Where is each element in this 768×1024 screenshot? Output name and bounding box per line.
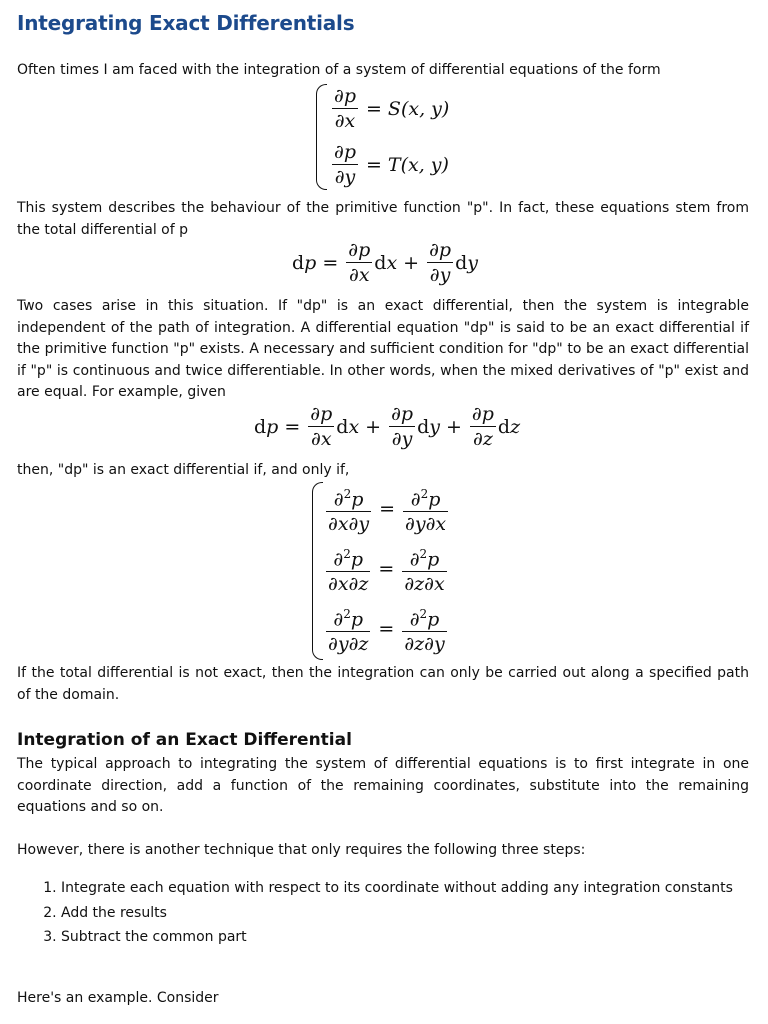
equation-dp-dy: $\frac{\partial p}{\partial y}$ = T(x, y) bbox=[334, 141, 449, 188]
list-item: 3. Subtract the common part bbox=[61, 927, 768, 949]
section-title: Integration of an Exact Differential bbox=[17, 730, 352, 750]
total-differential-3d: dp = $\frac{\partial p}{\partial x}$ dx + $\frac{\partial p}{\partial y}$ dy + $\frac{\partial p}{\partial z}$ dz bbox=[254, 403, 521, 450]
equation-xz: $\frac{\partial^2p}{\partial x\partial z}$ = $\frac{\partial^2p}{\partial z\partial x}$ bbox=[328, 547, 445, 596]
then-paragraph: then, "dp" is an exact differential if, and only if, bbox=[17, 462, 350, 478]
steps-list bbox=[17, 878, 768, 952]
example-paragraph: Here's an example. Consider bbox=[17, 990, 219, 1006]
however-paragraph: However, there is another technique that only requires the following three steps: bbox=[17, 842, 586, 858]
intro-paragraph: Often times I am faced with the integration of a system of differential equations of the form bbox=[17, 62, 661, 78]
mixed-derivative-system bbox=[312, 482, 472, 660]
left-brace bbox=[316, 84, 327, 190]
rhs-s: S(x, y) bbox=[387, 97, 450, 120]
page-title: Integrating Exact Differentials bbox=[17, 11, 355, 35]
list-item: 2. Add the results bbox=[61, 903, 768, 925]
equation-yz: $\frac{\partial^2p}{\partial y\partial z}$ = $\frac{\partial^2p}{\partial z\partial y}$ bbox=[328, 607, 445, 656]
equation-xy: $\frac{\partial^2p}{\partial x\partial y}$ = $\frac{\partial^2p}{\partial y\partial x}$ bbox=[328, 487, 447, 536]
total-differential-2d: dp = $\frac{\partial p}{\partial x}$ dx + $\frac{\partial p}{\partial y}$ dy bbox=[292, 239, 478, 286]
typical-paragraph: The typical approach to integrating the system of differential equations is to first integrate in one coordinate direction, add a function of the remaining coordinates, substitute into the remaining equations and so on. bbox=[17, 756, 749, 815]
left-brace-2 bbox=[312, 482, 323, 660]
rhs-t: T(x, y) bbox=[387, 153, 449, 176]
cases-paragraph: Two cases arise in this situation. If "dp" is an exact differential, then the system is integrable independent of the path of integration. A differential equation "dp" is said to be an exact differential if the primitive function "p" exists. A necessary and sufficient condition for "dp" to be an exact differential if "p" is continuous and twice differentiable. In other words, when the mixed derivatives of "p" exist and are equal. For example, given bbox=[17, 298, 749, 400]
not-exact-paragraph: If the total differential is not exact, then the integration can only be carried out along a specified path of the domain. bbox=[17, 665, 749, 703]
equation-dp-dx: $\frac{\partial p}{\partial x}$ = S(x, y) bbox=[334, 85, 450, 132]
pde-system bbox=[316, 84, 476, 190]
system-paragraph: This system describes the behaviour of the primitive function "p". In fact, these equations stem from the total differential of p bbox=[17, 200, 749, 238]
list-item: 1. Integrate each equation with respect to its coordinate without adding any integration constants bbox=[61, 878, 768, 900]
